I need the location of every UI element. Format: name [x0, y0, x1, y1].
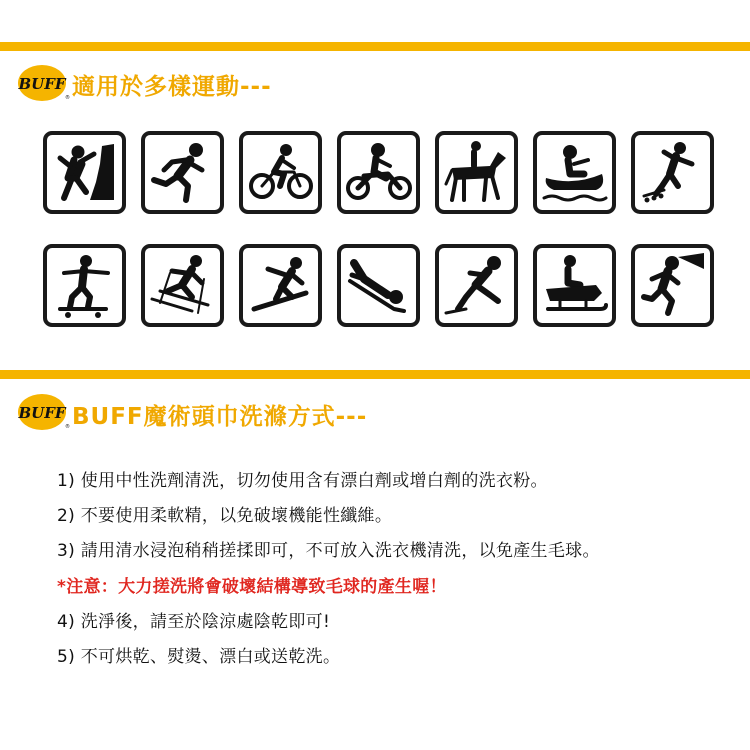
sledding-icon	[337, 244, 420, 327]
caving-headlamp-icon	[631, 244, 714, 327]
buff-logo-icon	[16, 392, 68, 432]
care-instructions-list	[57, 464, 600, 675]
sports-icon-row-1	[43, 131, 714, 214]
svg-text:®: ®	[65, 95, 70, 101]
care-item: 1) 使用中性洗劑清洗，切勿使用含有漂白劑或增白劑的洗衣粉。	[57, 471, 548, 491]
snowmobile-icon	[533, 244, 616, 327]
cross-country-skiing-icon	[141, 244, 224, 327]
care-item: 5) 不可烘乾、熨燙、漂白或送乾洗。	[57, 646, 341, 667]
care-item: 2) 不要使用柔軟精，以免破壞機能性纖維。	[57, 506, 393, 527]
svg-text:BUFF: BUFF	[18, 404, 66, 422]
svg-text:BUFF: BUFF	[18, 75, 66, 93]
care-item: 3) 請用清水浸泡稍稍搓揉即可，不可放入洗衣機清洗，以免產生毛球。	[57, 541, 600, 562]
cycling-icon	[239, 131, 322, 214]
svg-text:®: ®	[65, 424, 70, 430]
rafting-icon	[533, 131, 616, 214]
horse-riding-icon	[435, 131, 518, 214]
care-item: 4) 洗淨後，請至於陰涼處陰乾即可!	[57, 611, 331, 632]
inline-skating-icon	[631, 131, 714, 214]
sports-heading: 適用於多樣運動---	[72, 74, 272, 100]
rock-climbing-icon	[43, 131, 126, 214]
care-warning: *注意：大力搓洗將會破壞結構導致毛球的產生喔！	[57, 576, 447, 597]
top-divider-bar	[0, 42, 750, 51]
running-icon	[141, 131, 224, 214]
skateboarding-icon	[43, 244, 126, 327]
buff-logo-icon	[16, 63, 68, 103]
snowboarding-icon	[239, 244, 322, 327]
motocross-icon	[337, 131, 420, 214]
middle-divider-bar	[0, 370, 750, 379]
sports-icon-row-2	[43, 244, 714, 327]
ice-skating-icon	[435, 244, 518, 327]
care-heading: BUFF魔術頭巾洗滌方式---	[72, 404, 368, 430]
